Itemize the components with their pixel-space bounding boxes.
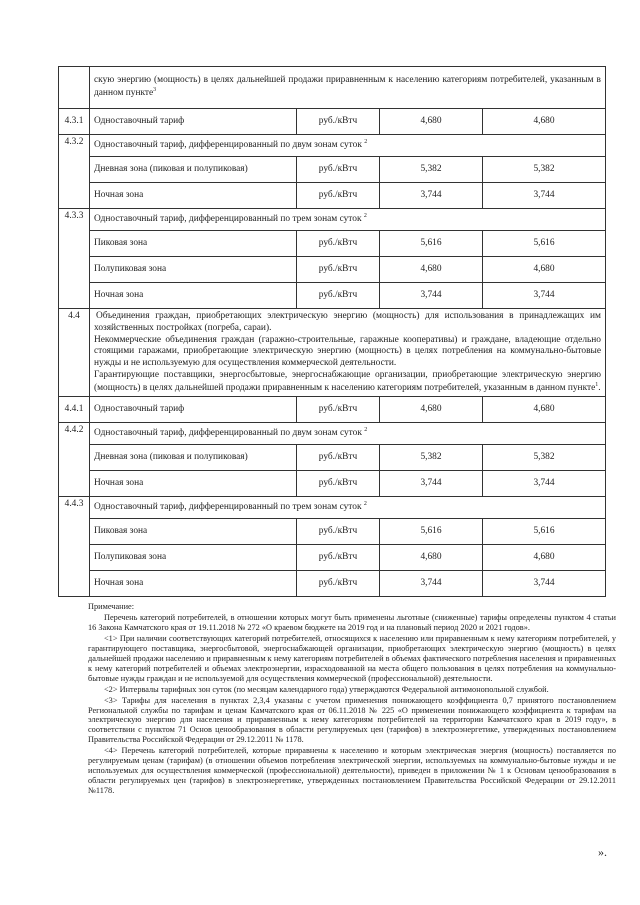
table-row: Ночная зона руб./кВтч 3,744 3,744 [59,571,606,597]
table-row: Полупиковая зона руб./кВтч 4,680 4,680 [59,545,606,571]
note-paragraph: <3> Тарифы для населения в пунктах 2,3,4 указаны с учетом применения понижающего коэффициента 0,7 принятого постановлением Региональной службы по тарифам и ценам Камчатского края от 06.11.2018 № 225 «О применении понижающего коэффициента к тарифам на электрическую энергию для населения и приравненным к нему категориям потребителей на территории Камчатского края в 2019 году», в соответствии с пунктом 71 Основ ценообразования в области регулируемых цен (тарифов) в электроэнергетике, утвержденных постановлением Правительства Российской Федерации от 29.12.2011 № 1178. [88,695,616,745]
tariff-name: Одноставочный тариф, дифференцированный по двум зонам суток $^2$ [90,135,606,157]
zone-name: Пиковая зона [90,519,297,545]
table-row: Пиковая зона руб./кВтч 5,616 5,616 [59,231,606,257]
table-row [59,209,606,231]
zone-name: Ночная зона [90,471,297,497]
table-row: Полупиковая зона руб./кВтч 4,680 4,680 [59,257,606,283]
notes-heading: Примечание: [88,602,135,611]
zone-name: Дневная зона (пиковая и полупиковая) [90,157,297,183]
note-paragraph: <4> Перечень категорий потребителей, которые приравнены к населению и которым электрическая энергия (мощность) поставляется по регулируемым ценам (тарифам) (в отношении объемов потребления электрической энергии, используемых на коммунально-бытовые нужды и не используемых для осуществления коммерческой (профессиональной) деятельности), приведен в приложении № 1 к Основам ценообразования в области регулируемых цен (тарифов) в электроэнергетике, утвержденных постановлением Правительства Российской Федерации от 29.12.2011 №1178. [88,746,616,796]
zone-name: Ночная зона [90,183,297,209]
tariff-name: Одноставочный тариф, дифференцированный по трем зонам суток $^2$ [90,209,606,231]
tariff-name: Одноставочный тариф, дифференцированный по трем зонам суток $^2$ [90,497,606,519]
row-number: 4.4.1 [59,397,90,423]
category-description: Объединения граждан, приобретающих электрическую энергию (мощность) для использования в принадлежащих им хозяйственных постройках (погреба, сараи). Некоммерческие объединения граждан (гаражно-строительные, гаражные кооперативы) и граждане, владеющие отдельно стоящими гаражами, приобретающие электрическую энергию (мощность) в целях потребления на коммунально-бытовые нужды и не используемую для осуществления коммерческой деятельности. Гарантирующие поставщики, энергосбытовые, энергоснабжающие организации, приобретающие электрическую энергию (мощность) в целях дальнейшей продажи приравненным к населению категориям потребителей, указанным в данном пункте$^1$. [90,309,606,397]
table-row [59,309,606,397]
table-row: Ночная зона руб./кВтч 3,744 3,744 [59,183,606,209]
row-number: 4.3.1 [59,109,90,135]
table-row: Ночная зона руб./кВтч 3,744 3,744 [59,471,606,497]
zone-name: Дневная зона (пиковая и полупиковая) [90,445,297,471]
zone-name: Полупиковая зона [90,257,297,283]
zone-name: Ночная зона [90,283,297,309]
table-row [59,67,606,109]
table-row: Дневная зона (пиковая и полупиковая) руб./кВтч 5,382 5,382 [59,157,606,183]
row-number: 4.4.2 [59,423,90,497]
closing-quote: ». [598,845,607,859]
row-number: 4.3.2 [59,135,90,209]
unit-cell: руб./кВтч [297,109,380,135]
zone-name: Полупиковая зона [90,545,297,571]
row-number: 4.4 [59,309,90,397]
zone-name: Ночная зона [90,571,297,597]
table-row [59,135,606,157]
table-row: 4.4.1 Одноставочный тариф руб./кВтч 4,680 4,680 [59,397,606,423]
tariff-name: Одноставочный тариф [90,109,297,135]
intro-cell: скую энергию (мощность) в целях дальнейшей продажи приравненным к населению категориям потребителей, указанным в данном пункте$^3$ [90,67,606,109]
notes-section [88,602,616,797]
note-paragraph: Перечень категорий потребителей, в отношении которых могут быть применены льготные (сниженные) тарифы определены пунктом 4 статьи 16 Закона Камчатского края от 19.11.2018 № 272 «О краевом бюджете на 2019 год и на плановый период 2020 и 2021 годов». [88,612,616,632]
table-row [59,109,606,135]
tariff-name: Одноставочный тариф, дифференцированный по двум зонам суток $^2$ [90,423,606,445]
table-row [59,497,606,519]
zone-name: Пиковая зона [90,231,297,257]
note-paragraph: <2> Интервалы тарифных зон суток (по месяцам календарного года) утверждаются Федеральной антимонопольной службой. [104,684,549,694]
table-row [59,423,606,445]
table-row: Дневная зона (пиковая и полупиковая) руб./кВтч 5,382 5,382 [59,445,606,471]
tariff-table [58,66,606,597]
row-number: 4.3.3 [59,209,90,309]
value-2: 4,680 [483,109,606,135]
value-1: 4,680 [380,109,483,135]
row-number: 4.4.3 [59,497,90,597]
table-row: Ночная зона руб./кВтч 3,744 3,744 [59,283,606,309]
table-row: Пиковая зона руб./кВтч 5,616 5,616 [59,519,606,545]
note-paragraph: <1> При наличии соответствующих категорий потребителей, относящихся к населению или приравненным к нему категориям потребителей, у гарантирующего поставщика, энергосбытовой, энергоснабжающей организации, приобретающих электрическую энергию (мощность) в целях дальнейшей продажи населению и приравненным к нему категориям потребителей в объемах фактического потребления населения и приравненных к нему категорий потребителей и объемах электроэнергии, израсходованной на места общего пользования в целях потребления на коммунально-бытовые нужды граждан и не используемой для осуществления коммерческой (профессиональной) деятельности. [88,633,616,683]
tariff-name: Одноставочный тариф [90,397,297,423]
